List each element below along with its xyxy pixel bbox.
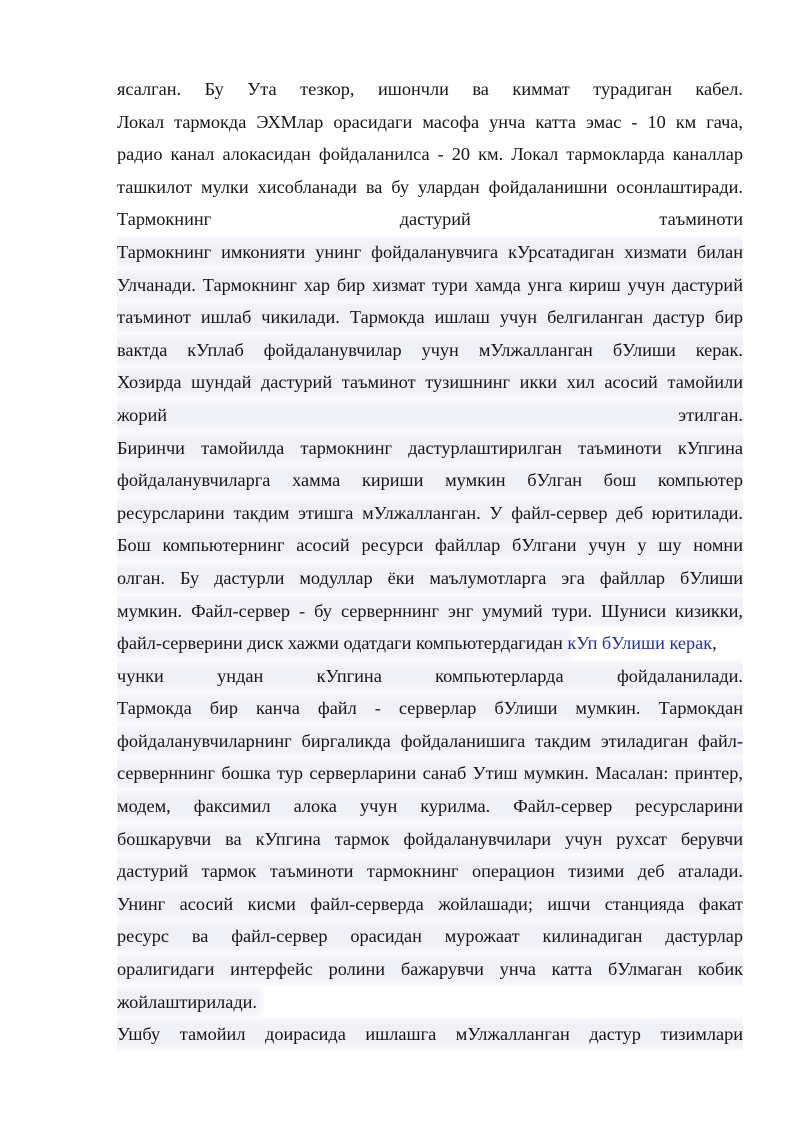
text-line xyxy=(117,888,743,921)
highlighted-text: таъминот ишлаб чикилади. Тармокда ишлаш учун белгиланган дастур бир xyxy=(117,307,743,328)
highlighted-text: чунки ундан кУпгина компьютерларда фойдаланилади. xyxy=(117,665,743,686)
inline-link[interactable]: кУп бУлиши керак xyxy=(567,633,713,654)
highlighted-text: фойдаланувчиларга хамма кириши мумкин бУлган бош компьютер xyxy=(117,470,743,491)
text-line xyxy=(117,986,743,1019)
highlighted-text: модем, факсимил алока учун курилма. Файл-сервер ресурсларини xyxy=(117,796,743,817)
highlighted-text: ресурс ва файл-сервер орасидан мурожаат килинадиган дастурлар xyxy=(117,926,743,947)
text-line xyxy=(117,725,743,758)
text-line xyxy=(117,692,743,725)
text-line xyxy=(117,823,743,856)
text-line xyxy=(117,562,743,595)
highlighted-text: серверннинг бошка тур серверларини санаб Утиш мумкин. Масалан: принтер, xyxy=(117,763,743,784)
text-line xyxy=(117,529,743,562)
text-line: ташкилот мулки хисобланади ва бу улардан фойдаланишни осонлаштиради. xyxy=(117,176,743,197)
highlighted-text: файл-серверини диск хажми одатдаги компьютердагидан xyxy=(117,633,568,654)
highlighted-text: Унинг асосий кисми файл-серверда жойлашади; ишчи станцияда факат xyxy=(117,893,743,914)
highlighted-text: мумкин. Файл-сервер - бу серверннинг энг умумий тури. Шуниси кизикки, xyxy=(117,600,743,621)
highlighted-text: Тармокнинг имконияти унинг фойдаланувчига кУрсатадиган хизмати билан xyxy=(117,241,743,262)
text-line xyxy=(117,497,743,530)
text-line xyxy=(117,660,743,693)
highlighted-text: Тармокда бир канча файл - серверлар бУлиши мумкин. Тармокдан xyxy=(117,698,743,719)
text-line xyxy=(117,301,743,334)
highlighted-text: ресурсларини такдим этишга мУлжалланган. У файл-сервер деб юритилади. xyxy=(117,502,743,523)
text-line xyxy=(117,953,743,986)
text-line xyxy=(117,399,743,432)
punctuation: , xyxy=(712,633,717,654)
highlighted-text: Биринчи тамойилда тармокнинг дастурлаштирилган таъминоти кУпгина xyxy=(117,437,743,458)
text-line: Локал тармокда ЭХМлар орасидаги масофа унча катта эмас - 10 км гача, xyxy=(117,111,743,132)
text-line xyxy=(117,334,743,367)
text-line xyxy=(117,757,743,790)
highlighted-text: олган. Бу дастурли модуллар ёки маълумотларга эга файллар бУлиши xyxy=(117,567,743,588)
text-line xyxy=(117,790,743,823)
document-text xyxy=(117,73,743,1051)
text-line xyxy=(117,236,743,269)
text-line xyxy=(117,269,743,302)
highlighted-text: Ушбу тамойил доирасида ишлашга мУлжалланган дастур тизимлари xyxy=(117,1024,743,1045)
text-line xyxy=(117,855,743,888)
highlighted-text: бошкарувчи ва кУпгина тармок фойдаланувчилари учун рухсат берувчи xyxy=(117,828,743,849)
highlighted-text: фойдаланувчиларнинг биргаликда фойдаланишига такдим этиладиган файл- xyxy=(117,730,743,751)
text-line xyxy=(117,627,743,660)
text-line xyxy=(117,1018,743,1051)
highlighted-text: Бош компьютернинг асосий ресурси файллар бУлгани учун у шу номни xyxy=(117,535,743,556)
highlighted-text: вактда кУплаб фойдаланувчилар учун мУлжалланган бУлиши керак. xyxy=(117,339,743,360)
highlighted-text: жойлаштирилади. xyxy=(117,991,258,1012)
highlighted-text: дастурий тармок таъминоти тармокнинг операцион тизими деб аталади. xyxy=(117,861,743,882)
highlighted-text: Улчанади. Тармокнинг хар бир хизмат тури хамда унга кириш учун дастурий xyxy=(117,274,743,295)
text-line xyxy=(117,920,743,953)
text-line xyxy=(117,432,743,465)
highlighted-text: жорий этилган. xyxy=(117,404,743,425)
text-line xyxy=(117,366,743,399)
text-line xyxy=(117,595,743,628)
text-line xyxy=(117,464,743,497)
text-line: ясалган. Бу Ута тезкор, ишончли ва киммат турадиган кабел. xyxy=(117,79,743,99)
text-line: радио канал алокасидан фойдаланилса - 20 км. Локал тармокларда каналлар xyxy=(117,144,743,165)
section-heading: Тармокнинг дастурий таъминоти xyxy=(117,209,743,230)
highlighted-text: Хозирда шундай дастурий таъминот тузишнинг икки хил асосий тамойили xyxy=(117,372,743,393)
highlighted-text: оралигидаги интерфейс ролини бажарувчи унча катта бУлмаган кобик xyxy=(117,959,743,980)
